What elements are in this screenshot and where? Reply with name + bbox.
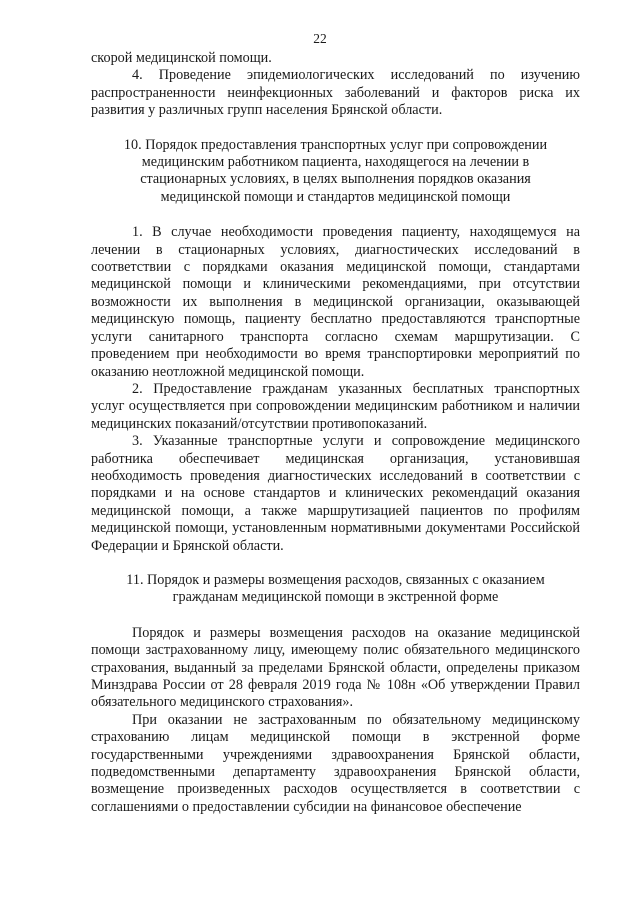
page-number: 22 <box>313 31 327 46</box>
spacer <box>91 206 580 224</box>
paragraph: 1. В случае необходимости проведения пациенту, находящемуся на лечении в стационарных условиях, диагностических исследований в соответствии с порядками оказания медицинской помощи, стандартами медицинской помощи и клиническими рекомендациями, при отсутствии возможности их выполнения в медицинской организации, оказывающей медицинскую помощь, пациенту бесплатно предоставляются транспортные услуги санитарного транспорта согласно схемам маршрутизации. С проведением при необходимости во время транспортировки мероприятий по оказанию неотложной медицинской помощи. <box>91 224 580 380</box>
paragraph: скорой медицинской помощи. <box>91 50 272 66</box>
paragraph: При оказании не застрахованным по обязательному медицинскому страхованию лицам медицинской помощи в экстренной форме государственными учреждениями здравоохранения Брянской области, подведомственными департаменту здравоохранения Брянской области, возмещение произведенных расходов осуществляется в соответствии с соглашениями о предоставлении субсидии на финансовое обеспечение <box>91 711 580 815</box>
spacer <box>91 555 580 572</box>
section-heading: 11. Порядок и размеры возмещения расходов, связанных с оказанием гражданам медицинской помощи в экстренной форме <box>126 571 545 606</box>
paragraph: 3. Указанные транспортные услуги и сопровождение медицинского работника обеспечивает медицинская организация, установившая необходимость проведения диагностических исследований в соответствии с порядками и на основе стандартов и клинических рекомендаций оказания медицинской помощи, а также маршрутизацией пациентов по профилям медицинской помощи, установленным нормативными документами Российской Федерации и Брянской области. <box>91 433 580 554</box>
spacer <box>91 120 580 137</box>
section-heading: 10. Порядок предоставления транспортных услуг при сопровождении медицинским работником пациента, находящегося на лечении в стационарных условиях, в целях выполнения порядков оказания медицинской помощи и стандартов медицинской помощи <box>123 136 548 205</box>
document-body <box>91 50 580 816</box>
spacer <box>91 607 580 625</box>
paragraph: Порядок и размеры возмещения расходов на оказание медицинской помощи застрахованному лицу, имеющему полис обязательного медицинского страхования, выданный за пределами Брянской области, определены приказом Минздрава России от 28 февраля 2019 года № 108н «Об утверждении Правил обязательного медицинского страхования». <box>91 624 580 711</box>
paragraph: 2. Предоставление гражданам указанных бесплатных транспортных услуг осуществляется при сопровождении медицинским работником и наличии медицинских показаний/отсутствии противопоказаний. <box>91 380 580 432</box>
paragraph: 4. Проведение эпидемиологических исследований по изучению распространенности неинфекционных заболеваний и факторов риска их развития у различных групп населения Брянской области. <box>91 67 580 119</box>
